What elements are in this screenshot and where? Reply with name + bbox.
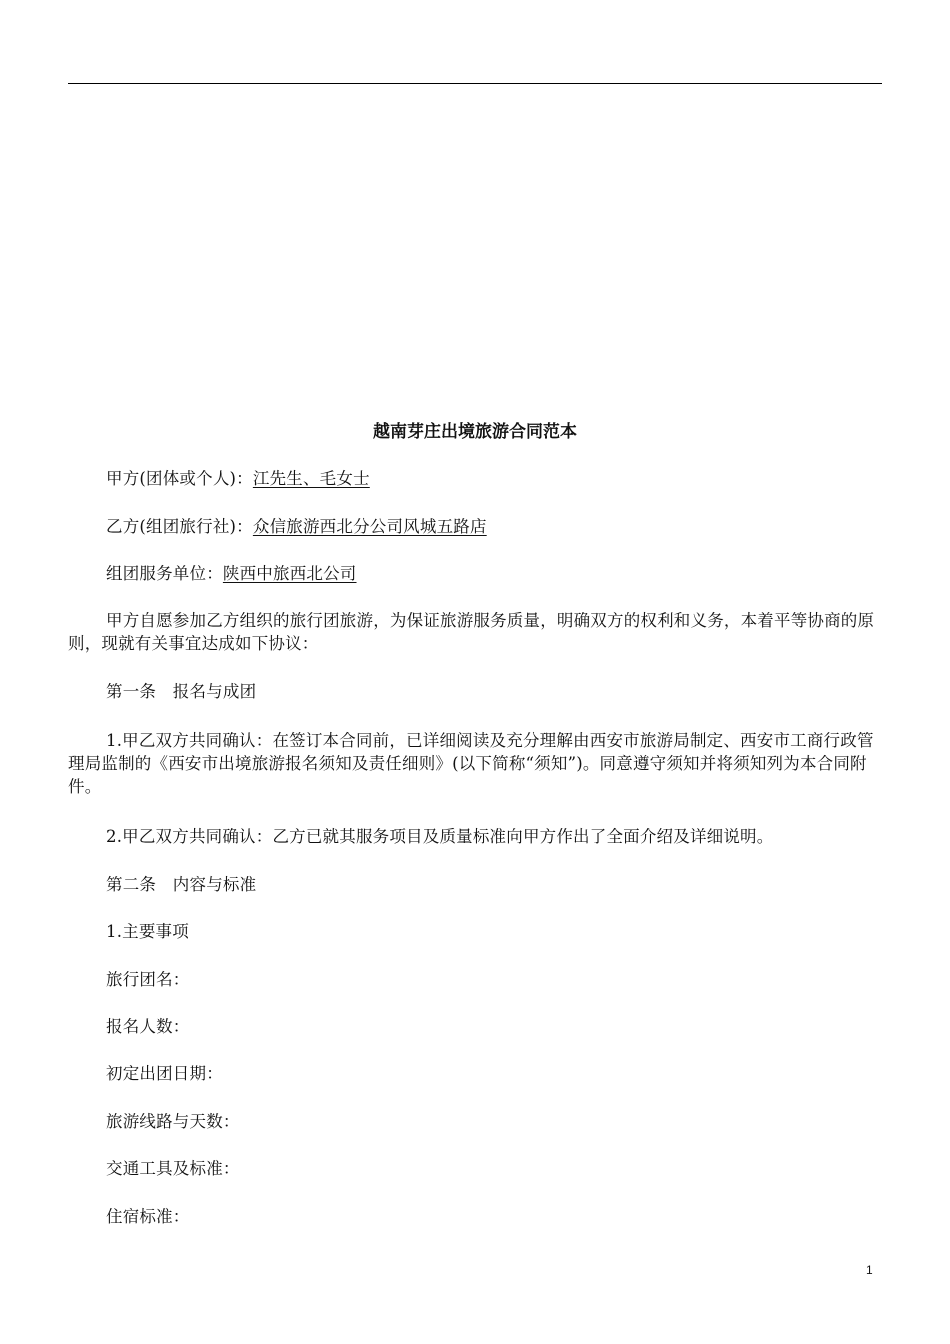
party-b-line — [68, 515, 882, 538]
service-unit-line — [68, 562, 882, 585]
article2-item1: 1.主要事项 — [106, 922, 189, 941]
field-departure-date: 初定出团日期： — [106, 1064, 223, 1083]
article1-heading: 第一条 报名与成团 — [106, 682, 257, 701]
party-a-value: 江先生、毛女士 — [252, 469, 370, 488]
party-a-label: 甲方(团体或个人)： — [106, 469, 253, 488]
field-headcount: 报名人数： — [106, 1017, 190, 1036]
service-unit-label: 组团服务单位： — [106, 564, 223, 583]
field-route-days: 旅游线路与天数： — [106, 1112, 240, 1131]
article2-heading: 第二条 内容与标准 — [106, 875, 257, 894]
party-b-value: 众信旅游西北分公司风城五路店 — [252, 517, 487, 536]
page-number: 1 — [866, 1263, 873, 1277]
article1-item2: 2.甲乙双方共同确认：乙方已就其服务项目及质量标准向甲方作出了全面介绍及详细说明。 — [106, 827, 774, 846]
party-b-label: 乙方(组团旅行社)： — [106, 517, 253, 536]
header-rule — [68, 83, 882, 84]
preamble-paragraph: 甲方自愿参加乙方组织的旅行团旅游，为保证旅游服务质量，明确双方的权利和义务，本着平等协商的原则，现就有关事宜达成如下协议： — [68, 611, 875, 653]
field-transport: 交通工具及标准： — [106, 1159, 240, 1178]
field-accommodation: 住宿标准： — [106, 1207, 190, 1226]
service-unit-value: 陕西中旅西北公司 — [222, 564, 357, 583]
field-tour-name: 旅行团名： — [106, 970, 190, 989]
party-a-line — [68, 467, 882, 490]
document-title: 越南芽庄出境旅游合同范本 — [373, 422, 577, 442]
article1-item1: 1.甲乙双方共同确认：在签订本合同前，已详细阅读及充分理解由西安市旅游局制定、西安市工商行政管理局监制的《西安市出境旅游报名须知及责任细则》(以下简称“须知”)。同意遵守须知并将须知列为本合同附件。 — [68, 731, 874, 796]
